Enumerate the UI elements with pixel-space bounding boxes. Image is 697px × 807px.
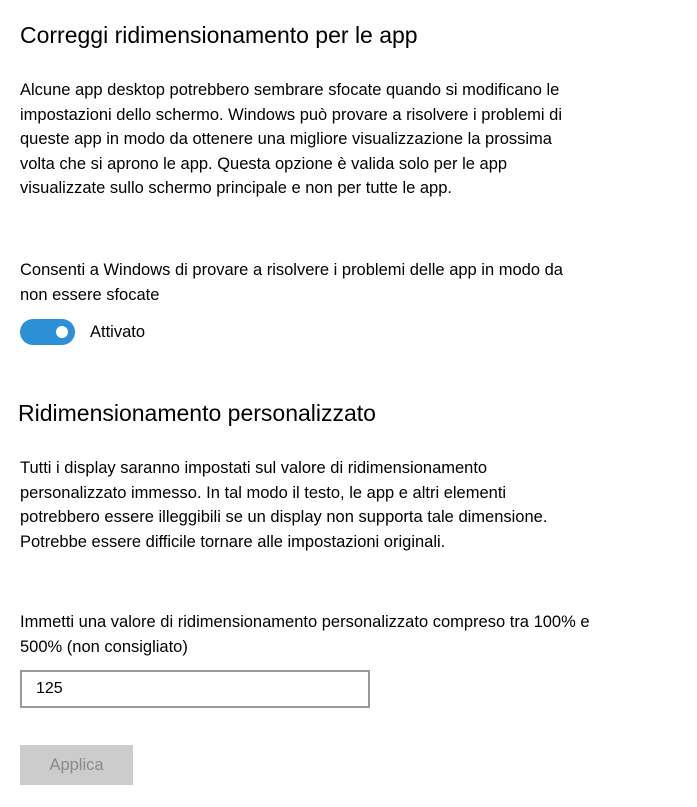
fix-scaling-toggle-state-label: Attivato <box>90 323 146 341</box>
custom-scaling-input-prompt: Immetti una valore di ridimensionamento personalizzato compreso tra 100% e 500% (non consigliato) <box>20 613 590 656</box>
fix-scaling-toggle-prompt: Consenti a Windows di provare a risolvere i problemi delle app in modo da non essere sfocate <box>20 261 563 304</box>
fix-scaling-toggle-switch[interactable] <box>20 319 75 345</box>
custom-scaling-title: Ridimensionamento personalizzato <box>18 400 376 426</box>
custom-scaling-description: Tutti i display saranno impostati sul valore di ridimensionamento personalizzato immesso. In tal modo il testo, le app e altri elementi potrebbero essere illeggibili se un display non supporta tale dimensione. Potrebbe essere difficile tornare alle impostazioni originali. <box>20 459 548 551</box>
toggle-knob <box>56 326 68 338</box>
fix-scaling-description: Alcune app desktop potrebbero sembrare sfocate quando si modificano le impostazioni dello schermo. Windows può provare a risolvere i problemi di queste app in modo da ottenere una migliore visualizzazione la prossima volta che si aprono le app. Questa opzione è valida solo per le app visualizzate sullo schermo principale e non per tutte le app. <box>20 81 562 198</box>
custom-scaling-value-input[interactable] <box>20 670 370 708</box>
apply-button[interactable]: Applica <box>20 745 133 785</box>
fix-scaling-title: Correggi ridimensionamento per le app <box>20 22 418 48</box>
fix-scaling-toggle-row <box>20 319 145 345</box>
